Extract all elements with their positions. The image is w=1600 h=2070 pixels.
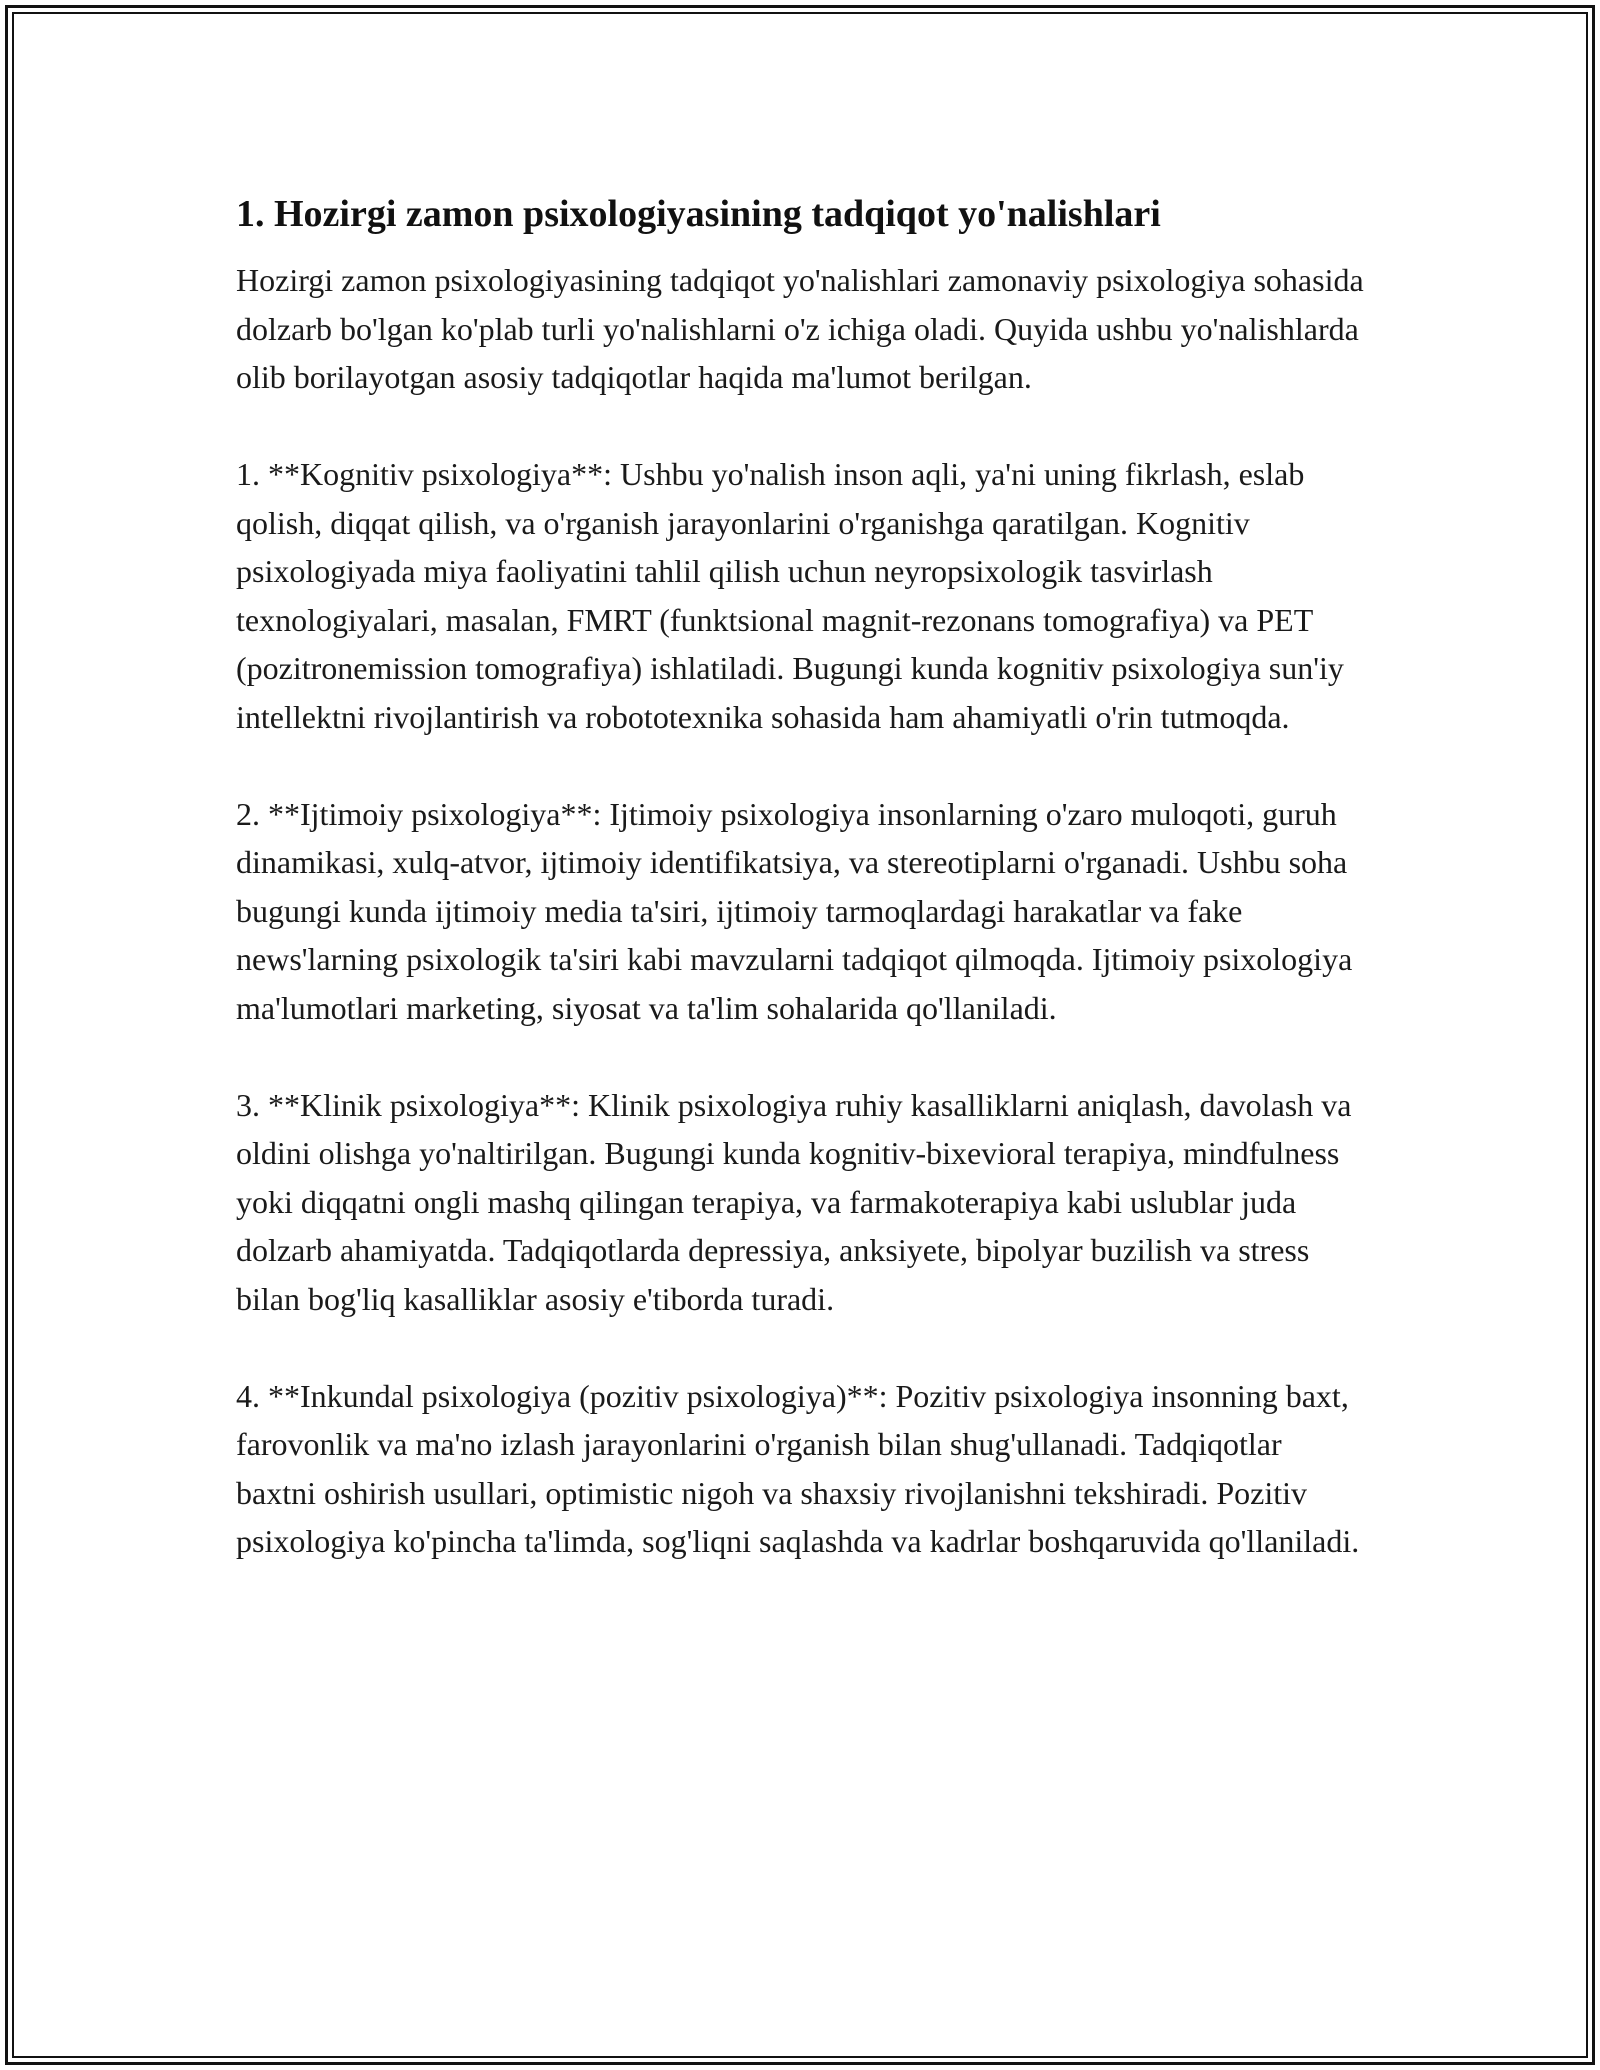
document-body [236, 188, 1366, 1566]
intro-paragraph: Hozirgi zamon psixologiyasining tadqiqot yo'nalishlari zamonaviy psixologiya sohasida dolzarb bo'lgan ko'plab turli yo'nalishlarni o'z ichiga oladi. Quyida ushbu yo'nalishlarda olib borilayotgan asosiy tadqiqotlar haqida ma'lumot berilgan. [236, 262, 1364, 395]
document-title: 1. Hozirgi zamon psixologiyasining tadqiqot yo'nalishlari [236, 193, 1161, 235]
section-cognitive: 1. **Kognitiv psixologiya**: Ushbu yo'nalish inson aqli, ya'ni uning fikrlash, eslab qolish, diqqat qilish, va o'rganish jarayonlarini o'rganishga qaratilgan. Kognitiv psixologiyada miya faoliyatini tahlil qilish uchun neyropsixologik tasvirlash texnologiyalari, masalan, FMRT (funktsional magnit-rezonans tomografiya) va PET (pozitronemission tomografiya) ishlatiladi. Bugungi kunda kognitiv psixologiya sun'iy intellektni rivojlantirish va robototexnika sohasida ham ahamiyatli o'rin tutmoqda. [236, 456, 1344, 735]
section-positive: 4. **Inkundal psixologiya (pozitiv psixologiya)**: Pozitiv psixologiya insonning baxt, farovonlik va ma'no izlash jarayonlarini o'rganish bilan shug'ullanadi. Tadqiqotlar baxtni oshirish usullari, optimistic nigoh va shaxsiy rivojlanishni tekshiradi. Pozitiv psixologiya ko'pincha ta'limda, sog'liqni saqlashda va kadrlar boshqaruvida qo'llaniladi. [236, 1377, 1360, 1559]
section-clinical: 3. **Klinik psixologiya**: Klinik psixologiya ruhiy kasalliklarni aniqlash, davolash va oldini olishga yo'naltirilgan. Bugungi kunda kognitiv-bixevioral terapiya, mindfulness yoki diqqatni ongli mashq qilingan terapiya, va farmakoterapiya kabi uslublar juda dolzarb ahamiyatda. Tadqiqotlarda depressiya, anksiyete, bipolyar buzilish va stress bilan bog'liq kasalliklar asosiy e'tiborda turadi. [236, 1086, 1352, 1317]
section-social: 2. **Ijtimoiy psixologiya**: Ijtimoiy psixologiya insonlarning o'zaro muloqoti, guruh dinamikasi, xulq-atvor, ijtimoiy identifikatsiya, va stereotiplarni o'rganadi. Ushbu soha bugungi kunda ijtimoiy media ta'siri, ijtimoiy tarmoqlardagi harakatlar va fake news'larning psixologik ta'siri kabi mavzularni tadqiqot qilmoqda. Ijtimoiy psixologiya ma'lumotlari marketing, siyosat va ta'lim sohalarida qo'llaniladi. [236, 795, 1353, 1026]
